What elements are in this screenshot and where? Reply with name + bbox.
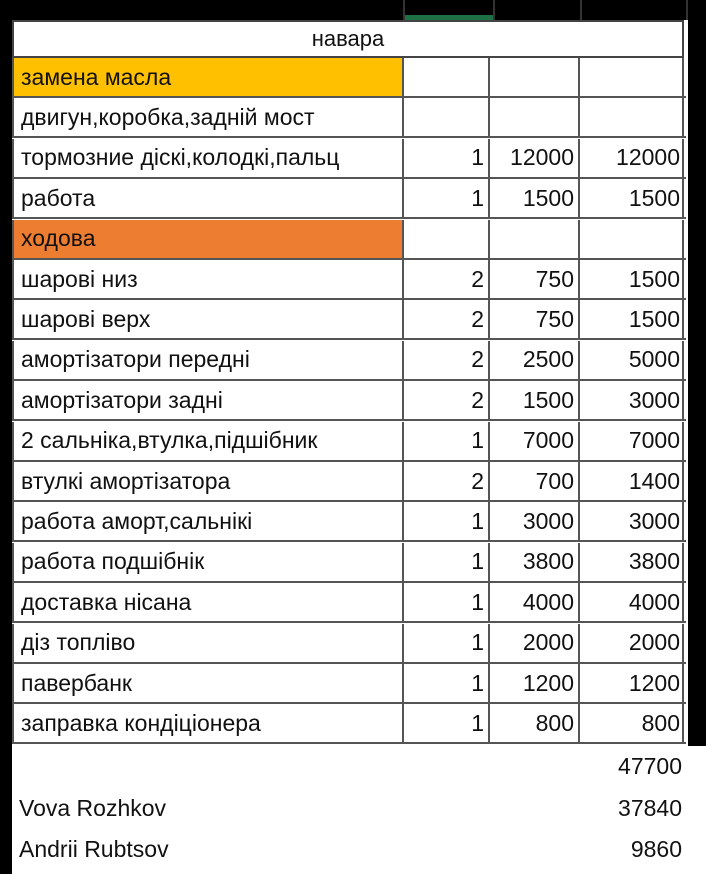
quantity-cell[interactable]: 2 — [404, 381, 490, 419]
item-name-cell[interactable]: заправка кондіціонера — [12, 704, 404, 742]
table-row — [12, 98, 686, 138]
table-row — [12, 462, 686, 502]
price-cell[interactable]: 12000 — [490, 139, 580, 177]
total-cell[interactable]: 1500 — [580, 260, 684, 298]
sheet-title-cell[interactable]: навара — [12, 20, 684, 58]
price-cell[interactable]: 2000 — [490, 624, 580, 662]
item-name-cell[interactable]: замена масла — [12, 58, 404, 96]
quantity-cell[interactable]: 2 — [404, 341, 490, 379]
table-row — [12, 260, 686, 300]
price-cell[interactable]: 750 — [490, 260, 580, 298]
table-row — [12, 664, 686, 704]
price-cell[interactable]: 800 — [490, 704, 580, 742]
item-name-cell[interactable]: 2 сальніка,втулка,підшібник — [12, 422, 404, 460]
price-cell[interactable]: 700 — [490, 462, 580, 500]
quantity-cell[interactable]: 2 — [404, 260, 490, 298]
summary-row — [12, 830, 684, 870]
item-name-cell[interactable]: работа — [12, 179, 404, 217]
quantity-cell[interactable] — [404, 220, 490, 258]
quantity-cell[interactable]: 1 — [404, 704, 490, 742]
price-cell[interactable]: 4000 — [490, 583, 580, 621]
table-row — [12, 624, 686, 664]
price-cell[interactable] — [490, 98, 580, 136]
price-cell[interactable]: 1500 — [490, 381, 580, 419]
table-row — [12, 341, 686, 381]
price-cell[interactable] — [490, 220, 580, 258]
item-name-cell[interactable]: тормозние діскі,колодкі,пальц — [12, 139, 404, 177]
summary-label[interactable]: Andrii Rubtsov — [19, 836, 169, 863]
price-cell[interactable]: 1200 — [490, 664, 580, 702]
price-cell[interactable]: 750 — [490, 300, 580, 338]
total-cell[interactable]: 12000 — [580, 139, 684, 177]
summary-row — [12, 747, 684, 787]
total-cell[interactable]: 3000 — [580, 502, 684, 540]
quantity-cell[interactable]: 1 — [404, 422, 490, 460]
total-cell[interactable] — [580, 98, 684, 136]
price-cell[interactable]: 2500 — [490, 341, 580, 379]
item-name-cell[interactable]: втулкі амортізатора — [12, 462, 404, 500]
total-cell[interactable]: 3000 — [580, 381, 684, 419]
price-cell[interactable]: 3000 — [490, 502, 580, 540]
table-row — [12, 139, 686, 179]
quantity-cell[interactable]: 1 — [404, 139, 490, 177]
total-cell[interactable]: 1500 — [580, 300, 684, 338]
quantity-cell[interactable]: 1 — [404, 583, 490, 621]
table-row — [12, 381, 686, 421]
item-name-cell[interactable]: діз топліво — [12, 624, 404, 662]
column-divider — [686, 0, 688, 20]
quantity-cell[interactable]: 1 — [404, 179, 490, 217]
spreadsheet-grid — [12, 20, 706, 874]
table-row — [12, 220, 686, 260]
total-cell[interactable]: 1400 — [580, 462, 684, 500]
price-cell[interactable] — [490, 58, 580, 96]
total-cell[interactable]: 1200 — [580, 664, 684, 702]
quantity-cell[interactable]: 1 — [404, 502, 490, 540]
summary-value[interactable]: 47700 — [618, 753, 682, 780]
quantity-cell[interactable] — [404, 98, 490, 136]
total-cell[interactable]: 5000 — [580, 341, 684, 379]
item-name-cell[interactable]: ходова — [12, 220, 404, 258]
quantity-cell[interactable]: 1 — [404, 543, 490, 581]
table-row — [12, 300, 686, 340]
summary-row — [12, 788, 684, 828]
item-name-cell[interactable]: амортізатори передні — [12, 341, 404, 379]
price-cell[interactable]: 7000 — [490, 422, 580, 460]
quantity-cell[interactable]: 2 — [404, 462, 490, 500]
table-row — [12, 704, 686, 744]
total-cell[interactable]: 1500 — [580, 179, 684, 217]
quantity-cell[interactable]: 1 — [404, 624, 490, 662]
quantity-cell[interactable]: 1 — [404, 664, 490, 702]
total-cell[interactable]: 3800 — [580, 543, 684, 581]
table-row — [12, 543, 686, 583]
total-cell[interactable]: 4000 — [580, 583, 684, 621]
summary-label[interactable]: Vova Rozhkov — [19, 794, 167, 821]
table-row — [12, 58, 686, 98]
item-name-cell[interactable]: доставка нісана — [12, 583, 404, 621]
item-name-cell[interactable]: двигун,коробка,задній мост — [12, 98, 404, 136]
column-divider — [580, 0, 582, 20]
table-row — [12, 422, 686, 462]
item-name-cell[interactable]: шарові верх — [12, 300, 404, 338]
item-name-cell[interactable]: амортізатори задні — [12, 381, 404, 419]
column-divider — [403, 0, 405, 20]
table-row — [12, 583, 686, 623]
table-row — [12, 179, 686, 219]
item-name-cell[interactable]: павербанк — [12, 664, 404, 702]
item-name-cell[interactable]: работа подшібнік — [12, 543, 404, 581]
column-divider — [493, 0, 495, 20]
total-cell[interactable]: 7000 — [580, 422, 684, 460]
price-cell[interactable]: 1500 — [490, 179, 580, 217]
total-cell[interactable] — [580, 220, 684, 258]
table-row — [12, 502, 686, 542]
quantity-cell[interactable] — [404, 58, 490, 96]
summary-value[interactable]: 37840 — [618, 794, 682, 821]
total-cell[interactable]: 800 — [580, 704, 684, 742]
price-cell[interactable]: 3800 — [490, 543, 580, 581]
quantity-cell[interactable]: 2 — [404, 300, 490, 338]
left-edge — [0, 0, 12, 874]
item-name-cell[interactable]: шарові низ — [12, 260, 404, 298]
item-name-cell[interactable]: работа аморт,сальнікі — [12, 502, 404, 540]
total-cell[interactable] — [580, 58, 684, 96]
total-cell[interactable]: 2000 — [580, 624, 684, 662]
column-header-strip — [0, 0, 706, 20]
summary-value[interactable]: 9860 — [630, 836, 682, 863]
